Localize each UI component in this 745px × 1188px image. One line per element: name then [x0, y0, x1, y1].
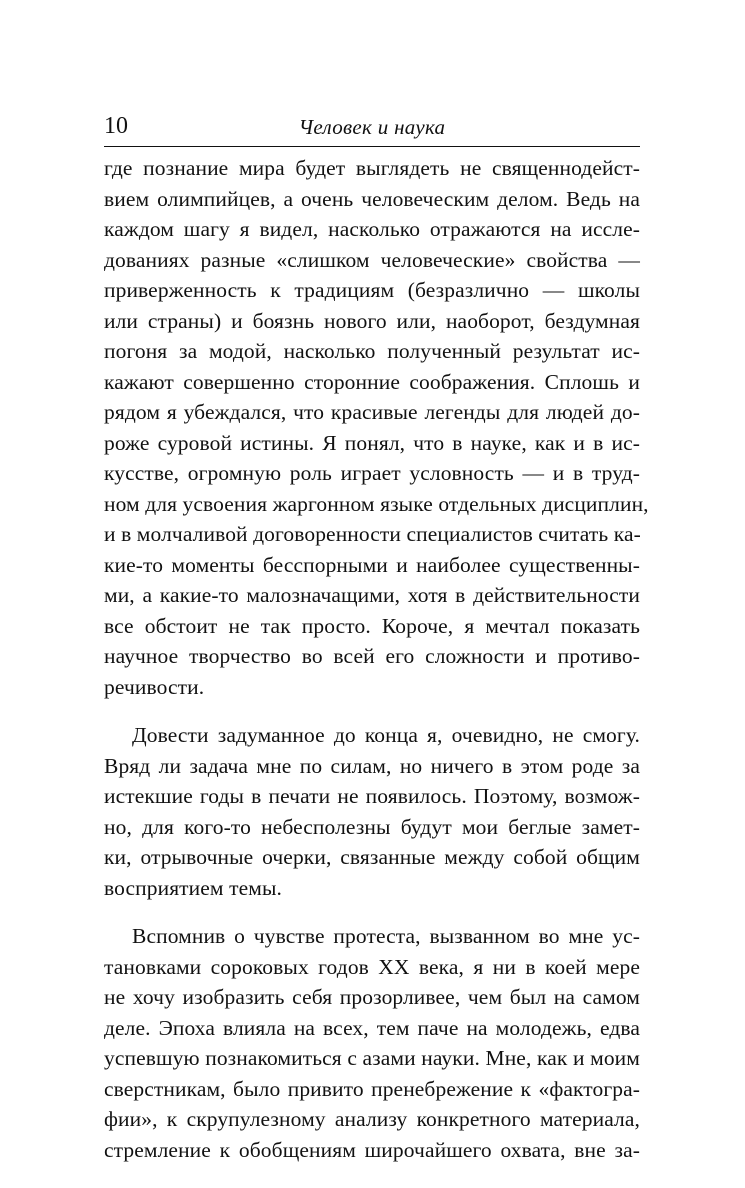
text-line: деле. Эпоха влияла на всех, тем паче на молодежь, едва — [104, 1015, 640, 1040]
text-line: рядом я убеждался, что красивые легенды для людей до- — [104, 400, 640, 424]
text-line: кие-то моменты бесспорными и наиболее существенны- — [104, 552, 640, 577]
paragraph-1 — [104, 153, 649, 702]
body-text — [104, 153, 649, 1165]
text-line: Вспомнив о чувстве протеста, вызванном во мне ус- — [132, 924, 640, 948]
text-line: ки, отрывочные очерки, связанные между собой общим — [104, 845, 640, 869]
text-line: но, для кого-то небесполезны будут мои беглые замет- — [104, 814, 640, 839]
text-line: кусстве, огромную роль играет условность — и в труд- — [104, 461, 640, 485]
text-line: Довести задуманное до конца я, очевидно, не смогу. — [132, 723, 640, 747]
text-line: ми, а какие-то малозначащими, хотя в действительности — [104, 583, 640, 607]
running-title: Человек и наука — [298, 115, 446, 139]
text-line: каждом шагу я видел, насколько отражаются на иссле- — [104, 217, 640, 241]
text-line: успевшую познакомиться с азами науки. Мне, как и моим — [104, 1046, 640, 1070]
text-line: погоня за модой, насколько полученный результат ис- — [104, 339, 640, 363]
text-line: приверженность к традициям (безразлично — школы — [104, 278, 640, 302]
book-page — [104, 108, 649, 1165]
text-line: где познание мира будет выглядеть не священнодейст- — [104, 156, 640, 180]
text-line: стремление к обобщениям широчайшего охвата, вне за- — [104, 1137, 640, 1162]
paragraph-2 — [104, 720, 640, 903]
paragraph-3 — [104, 921, 640, 1165]
paragraph-gap — [104, 702, 640, 720]
text-line: научное творчество во всей его сложности и противо- — [104, 644, 640, 668]
paragraph-gap — [104, 903, 640, 921]
page-number: 10 — [104, 113, 128, 139]
text-line: речивости. — [104, 674, 205, 699]
text-line: кажают совершенно сторонние соображения. Сплошь и — [104, 369, 640, 394]
text-line: и в молчаливой договоренности специалистов считать ка- — [104, 522, 641, 546]
text-line: все обстоит не так просто. Короче, я мечтал показать — [104, 613, 640, 638]
text-line: фии», к скрупулезному анализу конкретного материала, — [104, 1107, 640, 1131]
text-line: или страны) и боязнь нового или, наоборот, бездумная — [104, 308, 640, 333]
text-line: восприятием темы. — [104, 875, 282, 900]
running-header — [104, 108, 640, 147]
text-line: истекшие годы в печати не появилось. Поэтому, возмож- — [104, 784, 640, 808]
text-line: Вряд ли задача мне по силам, но ничего в этом роде за — [104, 753, 640, 778]
text-line: тановками сороковых годов XX века, я ни в коей мере — [104, 954, 640, 979]
text-line: вием олимпийцев, а очень человеческим делом. Ведь на — [104, 186, 640, 211]
text-line: роже суровой истины. Я понял, что в науке, как и в ис- — [104, 430, 640, 455]
text-line: дованиях разные «слишком человеческие» свойства — — [104, 247, 640, 272]
text-line: сверстникам, было привито пренебрежение к «фактогра- — [104, 1076, 640, 1101]
text-line: не хочу изобразить себя прозорливее, чем был на самом — [104, 985, 640, 1009]
text-line: ном для усвоения жаргонном языке отдельных дисциплин, — [104, 491, 649, 516]
